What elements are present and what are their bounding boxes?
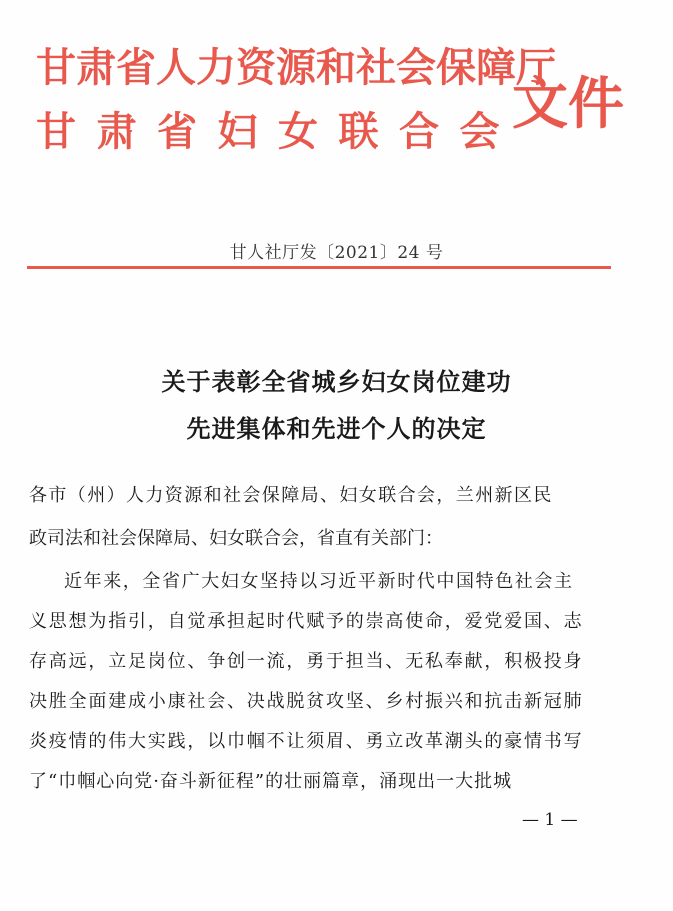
document-type-label: 文件	[512, 71, 624, 137]
document-number: 甘人社厅发〔2021〕24 号	[229, 243, 444, 263]
document-title-line-2: 先进集体和先进个人的决定	[186, 414, 487, 443]
red-header-rule	[27, 266, 611, 269]
body-line-6: 决胜全面建成小康社会、决战脱贫攻坚、乡村振兴和抗击新冠肺	[29, 691, 584, 712]
issuer-name-line-1: 甘肃省人力资源和社会保障厅	[36, 44, 556, 91]
body-line-5: 存高远，立足岗位、争创一流，勇于担当、无私奉献，积极投身	[29, 651, 584, 672]
document-title-line-1: 关于表彰全省城乡妇女岗位建功	[161, 367, 512, 396]
body-line-7: 炎疫情的伟大实践，以巾帼不让须眉、勇立改革潮头的豪情书写	[29, 731, 584, 752]
issuer-name-line-2: 甘肃省妇女联合会	[36, 108, 520, 155]
page-number: — 1 —	[522, 810, 578, 830]
body-line-1: 各市（州）人力资源和社会保障局、妇女联合会，兰州新区民	[29, 485, 553, 506]
body-line-2: 政司法和社会保障局、妇女联合会，省直有关部门：	[29, 528, 443, 549]
body-line-3: 近年来，全省广大妇女坚持以习近平新时代中国特色社会主	[64, 571, 574, 592]
body-line-8: 了“巾帼心向党·奋斗新征程”的壮丽篇章，涌现出一大批城	[29, 771, 513, 792]
body-line-4: 义思想为指引，自觉承担起时代赋予的崇高使命，爱党爱国、志	[29, 611, 584, 632]
